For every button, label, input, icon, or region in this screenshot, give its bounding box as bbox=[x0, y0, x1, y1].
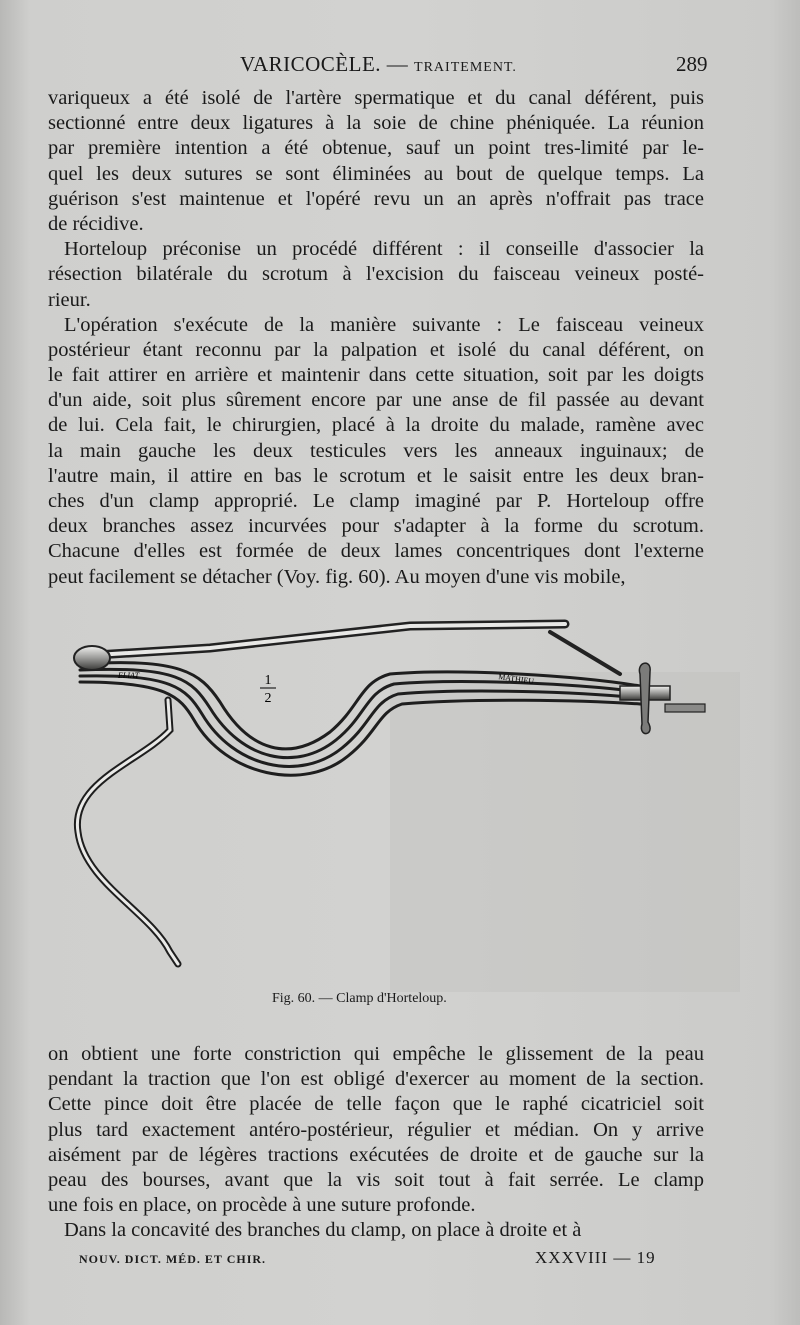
text-line: peut facilement se détacher (Voy. fig. 60). Au moyen d'une vis mobile, bbox=[48, 565, 626, 588]
text-line: sectionné entre deux ligatures à la soie de chine phéniquée. La réunion bbox=[48, 112, 704, 135]
text-line: plus tard exactement antéro-postérieur, régulier et médian. On y arrive bbox=[48, 1118, 704, 1141]
scale-denominator: 2 bbox=[264, 691, 272, 706]
footer-publication: NOUV. DICT. MÉD. ET CHIR. bbox=[79, 1252, 267, 1266]
text-line: Dans la concavité des branches du clamp, on place à droite et à bbox=[64, 1219, 582, 1242]
text-line: ches d'un clamp approprié. Le clamp imaginé par P. Horteloup offre bbox=[48, 490, 704, 512]
text-line: de lui. Cela fait, le chirurgien, placé à la droite du malade, ramène avec bbox=[48, 414, 704, 437]
text-line: pendant la traction que l'on est obligé d'exercer au moment de la section. bbox=[48, 1068, 704, 1091]
text-line: rieur. bbox=[48, 288, 91, 311]
page-footer bbox=[0, 1248, 800, 1274]
figure-caption: Fig. 60. — Clamp d'Horteloup. bbox=[272, 991, 447, 1006]
body-text-bottom bbox=[48, 1042, 704, 1244]
text-line: peau des bourses, avant que la vis soit tout à fait serrée. Le clamp bbox=[48, 1168, 704, 1191]
engraver-mark: ELIAT bbox=[118, 671, 140, 680]
running-subtitle: TRAITEMENT. bbox=[414, 60, 517, 75]
figure-clamp bbox=[60, 612, 740, 992]
text-line: quel les deux sutures se sont éliminées au bout de quelque temps. La bbox=[48, 162, 704, 185]
running-header bbox=[0, 50, 800, 80]
text-line: une fois en place, on procède à une suture profonde. bbox=[48, 1194, 476, 1217]
text-line: deux branches assez incurvées pour s'adapter à la forme du scrotum. bbox=[48, 515, 704, 538]
text-line: résection bilatérale du scrotum à l'excision du faisceau veineux posté- bbox=[48, 263, 704, 286]
pivot-head bbox=[74, 646, 110, 670]
detached-outer-blade bbox=[77, 700, 178, 964]
clamp-illustration bbox=[60, 612, 740, 992]
text-line: guérison s'est maintenue et l'opéré revu un an après n'offrait pas trace bbox=[48, 187, 704, 210]
text-line: le fait attirer en arrière et maintenir dans cette situation, soit par les doigts bbox=[48, 364, 704, 387]
page-number: 289 bbox=[676, 52, 708, 76]
text-line: l'autre main, il attire en bas le scrotum et le saisit entre les deux bran- bbox=[48, 464, 704, 487]
background-engraving bbox=[390, 672, 740, 992]
maker-mark: MATHIEU bbox=[497, 672, 535, 686]
text-line: par première intention a été obtenue, sauf un point tres-limité par le- bbox=[48, 137, 704, 160]
text-line: aisément par de légères tractions exécutées de droite et de gauche sur la bbox=[48, 1143, 704, 1166]
text-line: Horteloup préconise un procédé différent : il conseille d'associer la bbox=[64, 238, 704, 261]
text-line: L'opération s'exécute de la manière suivante : Le faisceau veineux bbox=[64, 313, 704, 336]
text-line: d'un aide, soit plus sûrement encore par une anse de fil passée au devant bbox=[48, 389, 704, 412]
text-line: postérieur étant reconnu par la palpation et isolé du canal déférent, on bbox=[48, 338, 704, 361]
body-text-top bbox=[48, 86, 704, 590]
text-line: Chacune d'elles est formée de deux lames concentriques dont l'externe bbox=[48, 540, 704, 563]
text-line: variqueux a été isolé de l'artère spermatique et du canal déférent, puis bbox=[48, 87, 704, 109]
running-title: VARICOCÈLE. — TRAITEMENT. bbox=[240, 52, 517, 76]
footer-signature: XXXVIII — 19 bbox=[535, 1248, 656, 1267]
text-line: on obtient une forte constriction qui empêche le glissement de la peau bbox=[48, 1043, 704, 1065]
text-line: Cette pince doit être placée de telle façon que le raphé cicatriciel soit bbox=[48, 1093, 704, 1116]
scale-numerator: 1 bbox=[264, 673, 272, 688]
text-line: la main gauche les deux testicules vers les anneaux inguinaux; de bbox=[48, 439, 704, 462]
text-line: de récidive. bbox=[48, 212, 144, 235]
